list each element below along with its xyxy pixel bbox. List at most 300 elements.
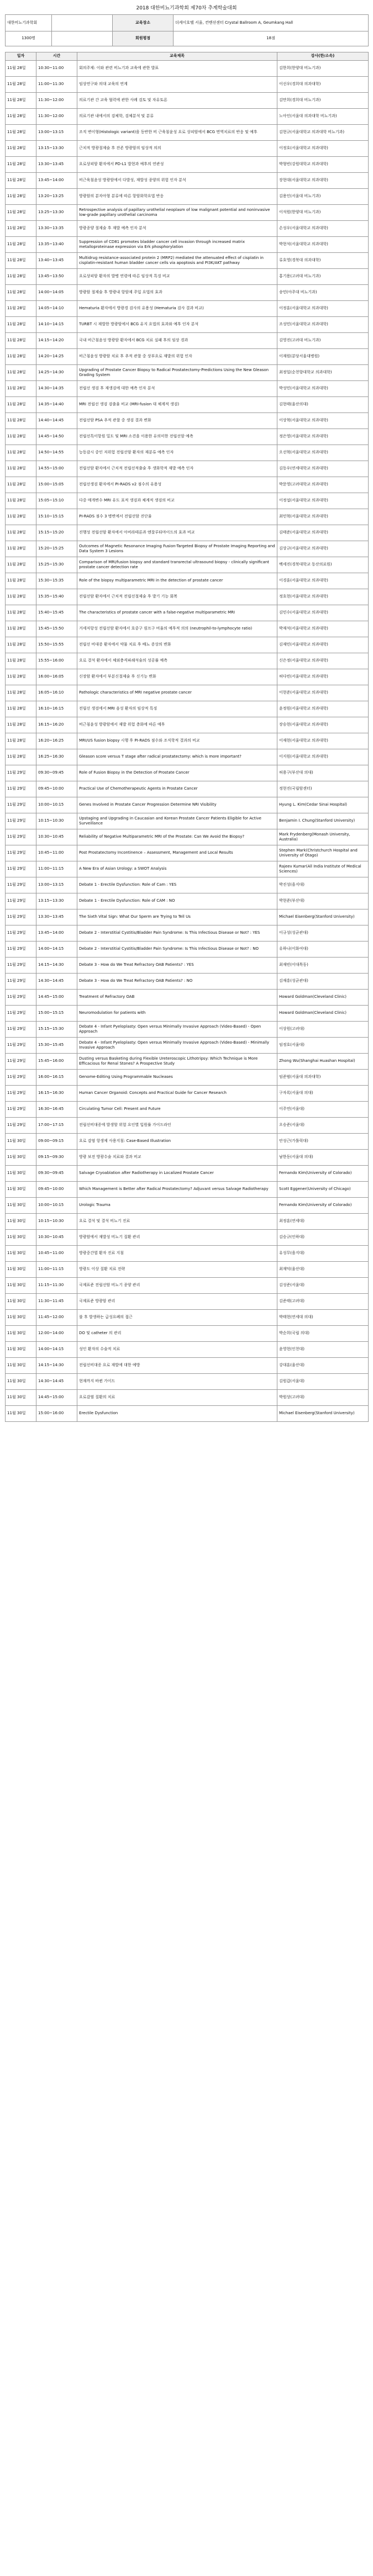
session-time: 14:45~14:50 (36, 429, 77, 445)
session-time: 13:15~13:30 (36, 893, 77, 909)
table-row (6, 733, 369, 749)
session-lecturer: 신은정(서울대학교 의과대학) (277, 653, 369, 669)
session-title: 전립선 생검 후 재생검에 대한 예측 인자 분석 (77, 381, 277, 397)
session-title: Reliability of Negative Multiparametric MRI of the Prostate: Can We Avoid the Biopsy? (77, 829, 277, 845)
table-row (6, 1358, 369, 1374)
session-date: 11월 28일 (6, 717, 36, 733)
session-lecturer: 임정호(서울대) (277, 1038, 369, 1054)
table-row (6, 829, 369, 845)
session-title: 성인 환자의 수술적 치료 (77, 1342, 277, 1358)
table-row (6, 1006, 369, 1022)
session-date: 11월 30일 (6, 1358, 36, 1374)
session-time: 14:15~14:20 (36, 333, 77, 349)
session-lecturer: 노아인(서울대 의과대학 비뇨기과) (277, 109, 369, 125)
session-time: 11:30~12:00 (36, 93, 77, 109)
session-date: 11월 28일 (6, 669, 36, 685)
session-title: 진행성 전립선암 환자에서 아비라테론과 엔잘루타마이드의 효과 비교 (77, 525, 277, 541)
session-time: 09:45~10:00 (36, 1182, 77, 1198)
session-title: Debate 4 - Infant Pyeloplasty: Open versus Minimally Invasive Approach (Video-Based) - Open Approach (77, 1022, 277, 1038)
session-title: TURBT 시 재발한 방광암에서 BCG 유지 요법의 효과와 예후 인자 분석 (77, 317, 277, 333)
session-lecturer: 김동우(연세대학교 의과대학) (277, 461, 369, 477)
session-time: 16:00~16:05 (36, 669, 77, 685)
session-title: Human Cancer Organoid: Concepts and Practical Guide for Cancer Research (77, 1086, 277, 1102)
table-row (6, 877, 369, 893)
session-date: 11월 28일 (6, 93, 36, 109)
session-title: 비근침윤성 방광암 치료 후 추적 관찰 중 상부요로 재발의 위험 인자 (77, 349, 277, 365)
session-date: 11월 29일 (6, 1118, 36, 1134)
session-title: Outcomes of Magnetic Resonance Imaging Fusion-Targeted Biopsy of Prostate Imaging Reporting and Data System 3 Lesions (77, 541, 277, 557)
session-time: 11:15~11:30 (36, 1278, 77, 1294)
session-title: 방광도 이상 질환 치료 전략 (77, 1262, 277, 1278)
session-lecturer: 손성우(서울대학교 의과대학) (277, 221, 369, 237)
session-title: 요로상피암 환자의 발병 연령에 따른 임상적 특징 비교 (77, 269, 277, 285)
session-time: 15:45~16:00 (36, 1054, 77, 1070)
table-row (6, 701, 369, 717)
session-date: 11월 30일 (6, 1374, 36, 1390)
table-row (6, 941, 369, 958)
session-time: 15:30~15:35 (36, 573, 77, 589)
session-title: Urologic Trauma (77, 1198, 277, 1214)
session-date: 11월 29일 (6, 990, 36, 1006)
session-title: Pathologic characteristics of MRI negative prostate cancer (77, 685, 277, 701)
session-date: 11월 30일 (6, 1342, 36, 1358)
session-time: 14:05~14:10 (36, 301, 77, 317)
session-title: Debate 1 - Erectile Dysfunction: Role of Cam : YES (77, 877, 277, 893)
session-lecturer: 이정호(서울대학교 의과대학) (277, 141, 369, 157)
session-title: Role of the biopsy multiparametric MRI in the detection of prostate cancer (77, 573, 277, 589)
session-time: 15:00~16:00 (36, 1406, 77, 1422)
session-title: 의료기관 내에서의 검체학, 검체분석 및 분류 (77, 109, 277, 125)
session-date: 11월 29일 (6, 1022, 36, 1038)
session-time: 13:00~13:15 (36, 877, 77, 893)
session-lecturer: 박문영(고려대학교 의과대학) (277, 477, 369, 493)
session-title: 회의주제: 이와 관련 비뇨기과 교육에 관한 발표 (77, 61, 277, 77)
session-time: 16:10~16:15 (36, 701, 77, 717)
table-row (6, 1262, 369, 1278)
session-lecturer: 최민혁(서울대학교 의과대학) (277, 509, 369, 525)
table-row (6, 1038, 369, 1054)
session-title: Debate 2 - Interstitial Cystitis/Bladder Pain Syndrome: Is This Infectious Disease or Not? : NO (77, 941, 277, 958)
session-date: 11월 29일 (6, 765, 36, 781)
session-date: 11월 30일 (6, 1230, 36, 1246)
session-title: Salvage Cryoablation after Radiotherapy in Localized Prostate Cancer (77, 1166, 277, 1182)
session-lecturer: 김민수(서울대학교 의과대학) (277, 605, 369, 621)
session-title: 조직 변이형(Histologic variant)을 동반한 비 근육침윤성 요로 상피암에서 BCG 면역치료의 반응 및 예후 (77, 125, 277, 141)
session-date: 11월 28일 (6, 701, 36, 717)
session-lecturer: 이재원(분당서울대병원) (277, 349, 369, 365)
session-date: 11월 29일 (6, 1038, 36, 1054)
table-row (6, 1326, 369, 1342)
session-lecturer: 이지원(서울대학교 의과대학) (277, 749, 369, 765)
session-time: 14:00~14:15 (36, 1342, 77, 1358)
session-date: 11월 28일 (6, 141, 36, 157)
session-lecturer: 박진성(을지대) (277, 877, 369, 893)
venue-value: 더케이호텔 서울, 컨벤션센터 Crystal Ballroom A, Geumkang Hall (174, 15, 369, 31)
session-date: 11월 28일 (6, 253, 36, 269)
session-time: 13:35~13:40 (36, 237, 77, 253)
session-date: 11월 28일 (6, 173, 36, 189)
session-date: 11월 28일 (6, 77, 36, 93)
session-date: 11월 29일 (6, 1086, 36, 1102)
session-title: Role of Fusion Biopsy in the Detection of Prostate Cancer (77, 765, 277, 781)
info-spacer (52, 15, 113, 31)
session-title: Dusting versus Basketing during Flexible Ureteroscopic Lithotripsy: Which Technique is More Efficacious for Renal Stones? A Prospective Study (77, 1054, 277, 1070)
table-row (6, 1086, 369, 1102)
table-row (6, 221, 369, 237)
session-title: Circulating Tumor Cell: Present and Future (77, 1102, 277, 1118)
session-title: 전립선생검 환자에서 PI-RADS v2 점수의 유용성 (77, 477, 277, 493)
table-row (6, 173, 369, 189)
session-title: Treatment of Refractory OAB (77, 990, 277, 1006)
session-date: 11월 29일 (6, 813, 36, 829)
session-title: 전립선특이항원 밀도 및 MRI 소견을 이용한 유의미한 전립선암 예측 (77, 429, 277, 445)
course-info-table (5, 14, 369, 46)
session-date: 11월 28일 (6, 317, 36, 333)
table-row (6, 573, 369, 589)
session-lecturer: Howard Goldman(Cleveland Clinic) (277, 990, 369, 1006)
session-date: 11월 29일 (6, 797, 36, 813)
session-lecturer: 오승준(서울대) (277, 1118, 369, 1134)
session-date: 11월 29일 (6, 1006, 36, 1022)
table-row (6, 1134, 369, 1150)
session-title: 현재까지 바뀐 가이드 (77, 1374, 277, 1390)
session-date: 11월 29일 (6, 781, 36, 797)
session-title: Genes Involved in Prostate Cancer Progression Determine NRI Visibility (77, 797, 277, 813)
session-date: 11월 28일 (6, 365, 36, 381)
session-date: 11월 30일 (6, 1134, 36, 1150)
table-row (6, 301, 369, 317)
session-lecturer: 임준범(서울대 의과대학) (277, 1070, 369, 1086)
session-lecturer: 구자록(서울대 의대) (277, 1086, 369, 1102)
session-date: 11월 28일 (6, 333, 36, 349)
session-date: 11월 28일 (6, 525, 36, 541)
session-title: 전립선암 PSA 추적 관찰 중 생검 결과 변화 (77, 413, 277, 429)
session-lecturer: 최재덕(울산대) (277, 1262, 369, 1278)
session-time: 16:20~16:25 (36, 733, 77, 749)
session-date: 11월 28일 (6, 541, 36, 557)
session-title: Post Prostatectomy Incontinence – Assessment, Management and Local Results (77, 845, 277, 861)
session-date: 11월 30일 (6, 1310, 36, 1326)
organization-name: 대한비뇨기과학회 (6, 15, 52, 31)
table-row (6, 1198, 369, 1214)
session-lecturer: 백세진(경북대학교 동산의료원) (277, 557, 369, 573)
header-title: 교육제목 (77, 52, 277, 61)
session-date: 11월 28일 (6, 653, 36, 669)
table-row (6, 253, 369, 269)
session-time: 10:45~11:00 (36, 1246, 77, 1262)
session-title: Neuromodulation for patients with (77, 1006, 277, 1022)
schedule-header-row (6, 52, 369, 61)
session-lecturer: Michael Eisenberg(Stanford University) (277, 1406, 369, 1422)
session-date: 11월 30일 (6, 1214, 36, 1230)
session-date: 11월 30일 (6, 1294, 36, 1310)
table-row (6, 237, 369, 253)
session-lecturer: Fernando Kim(University of Colorado) (277, 1166, 369, 1182)
session-date: 11월 30일 (6, 1246, 36, 1262)
session-time: 15:15~15:20 (36, 525, 77, 541)
session-time: 15:00~15:15 (36, 1006, 77, 1022)
session-lecturer: 김현태(울산의대) (277, 397, 369, 413)
session-lecturer: 허다빈(서울대학교 의과대학) (277, 669, 369, 685)
session-date: 11월 29일 (6, 909, 36, 925)
session-lecturer: 김용인(서울대 비뇨기과) (277, 189, 369, 205)
session-lecturer: 이선우(경희대 의과대학) (277, 77, 369, 93)
session-title: 다중 매개변수 MRI 유도 표적 생검과 체계적 생검의 비교 (77, 493, 277, 509)
session-time: 16:25~16:30 (36, 749, 77, 765)
session-title: Genome-Editing Using Programmable Nucleases (77, 1070, 277, 1086)
schedule-table (5, 52, 369, 1422)
session-title: 불 후 발생하는 급성요폐의 접근 (77, 1310, 277, 1326)
session-time: 14:50~14:55 (36, 445, 77, 461)
session-time: 10:00~10:15 (36, 1198, 77, 1214)
session-lecturer: 홍기용(고려대 비뇨기과) (277, 269, 369, 285)
session-lecturer: 이주연(서울대) (277, 1102, 369, 1118)
table-row (6, 621, 369, 637)
session-title: 요로 감염 항생제 사용지침: Case-Based Illustration (77, 1134, 277, 1150)
session-time: 14:35~14:40 (36, 397, 77, 413)
session-date: 11월 28일 (6, 413, 36, 429)
session-time: 15:15~15:30 (36, 1022, 77, 1038)
session-time: 15:55~16:00 (36, 653, 77, 669)
session-title: 방광 보전 방광수술 치료와 결과 비교 (77, 1150, 277, 1166)
session-time: 14:40~14:45 (36, 413, 77, 429)
table-row (6, 958, 369, 974)
table-row (6, 653, 369, 669)
session-lecturer: Howard Goldman(Cleveland Clinic) (277, 1006, 369, 1022)
table-row (6, 1182, 369, 1198)
session-title: Debate 3 - How do We Treat Refractory OAB Patients? : NO (77, 974, 277, 990)
header-lecturer: 강사(한/소속) (277, 52, 369, 61)
session-time: 09:45~10:00 (36, 781, 77, 797)
session-date: 11월 28일 (6, 605, 36, 621)
session-lecturer: 박형빈(강원대학교 의과대학) (277, 157, 369, 173)
session-time: 14:15~14:30 (36, 958, 77, 974)
table-row (6, 1374, 369, 1390)
session-date: 11월 30일 (6, 1390, 36, 1406)
session-date: 11월 28일 (6, 621, 36, 637)
session-title: 능동감시 중인 저위험 전립선암 환자의 재분류 예측 인자 (77, 445, 277, 461)
session-date: 11월 28일 (6, 637, 36, 653)
session-date: 11월 30일 (6, 1198, 36, 1214)
session-lecturer: 장현대(서울대학교 의과대학) (277, 173, 369, 189)
session-time: 15:10~15:15 (36, 509, 77, 525)
table-row (6, 269, 369, 285)
session-lecturer: 김태준(서울대학교 의과대학) (277, 525, 369, 541)
session-lecturer: Stephen Mark(Christchurch Hospital and University of Otago) (277, 845, 369, 861)
session-time: 09:00~09:15 (36, 1134, 77, 1150)
session-time: 15:50~15:55 (36, 637, 77, 653)
session-lecturer: 김재흥(성균관대) (277, 974, 369, 990)
session-date: 11월 28일 (6, 157, 36, 173)
session-time: 16:00~16:15 (36, 1070, 77, 1086)
session-lecturer: 장승현(서울대학교 의과대학) (277, 717, 369, 733)
session-title: PI-RADS 점수 3 병변에서 전립선암 진단율 (77, 509, 277, 525)
session-date: 11월 29일 (6, 1070, 36, 1086)
table-row (6, 637, 369, 653)
session-date: 11월 30일 (6, 1150, 36, 1166)
session-date: 11월 28일 (6, 301, 36, 317)
table-row (6, 333, 369, 349)
session-title: 방광암의 분자아형 분류에 따른 항암화학요법 반응 (77, 189, 277, 205)
session-lecturer: Michael Eisenberg(Stanford University) (277, 909, 369, 925)
session-time: 13:40~13:45 (36, 253, 77, 269)
session-lecturer: 이재현(서울대학교 의과대학) (277, 733, 369, 749)
session-lecturer: 김재민(서울대학교 의과대학) (277, 637, 369, 653)
session-lecturer: 김만희(경희대 비뇨기과) (277, 93, 369, 109)
table-row (6, 541, 369, 557)
table-row (6, 429, 369, 445)
session-time: 14:00~14:15 (36, 941, 77, 958)
session-date: 11월 28일 (6, 381, 36, 397)
session-time: 10:00~10:15 (36, 797, 77, 813)
table-row (6, 157, 369, 173)
table-row (6, 1310, 369, 1326)
session-date: 11월 28일 (6, 397, 36, 413)
table-row (6, 125, 369, 141)
session-time: 14:45~15:00 (36, 1390, 77, 1406)
session-lecturer: 유성무(을지대) (277, 1246, 369, 1262)
session-time: 16:15~16:20 (36, 717, 77, 733)
session-time: 11:30~12:00 (36, 109, 77, 125)
session-date: 11월 28일 (6, 109, 36, 125)
session-title: MRI/US fusion biopsy 시행 후 PI-RADS 점수와 조직학적 결과의 비교 (77, 733, 277, 749)
table-row (6, 509, 369, 525)
session-date: 11월 29일 (6, 893, 36, 909)
session-lecturer: 최정훈(연세대) (277, 1214, 369, 1230)
session-title: 국내 비근침윤성 방광암 환자에서 BCG 치료 실패 후의 임상 경과 (77, 333, 277, 349)
table-row (6, 1406, 369, 1422)
session-lecturer: 윤영현(인천대) (277, 1342, 369, 1358)
session-time: 10:30~10:45 (36, 829, 77, 845)
session-date: 11월 28일 (6, 61, 36, 77)
table-row (6, 141, 369, 157)
table-row (6, 365, 369, 381)
session-lecturer: 김현규(서울대학교 의과대학 비뇨기과) (277, 125, 369, 141)
session-lecturer: 김준태(고려대) (277, 1294, 369, 1310)
session-date: 11월 28일 (6, 733, 36, 749)
table-row (6, 717, 369, 733)
session-time: 16:05~16:10 (36, 685, 77, 701)
session-lecturer: 김영진(고려대 비뇨기과) (277, 333, 369, 349)
session-title: 비근육침윤성 방광암에서 다발성, 재발성 종양의 위험 인자 분석 (77, 173, 277, 189)
session-title: The characteristics of prostate cancer with a false-negative multiparametric MRI (77, 605, 277, 621)
session-time: 10:30~10:45 (36, 1230, 77, 1246)
session-time: 15:25~15:30 (36, 557, 77, 573)
session-date: 11월 28일 (6, 493, 36, 509)
session-time: 13:30~13:45 (36, 157, 77, 173)
table-row (6, 765, 369, 781)
table-row (6, 990, 369, 1006)
session-time: 09:15~09:30 (36, 1150, 77, 1166)
session-time: 14:30~14:45 (36, 1374, 77, 1390)
session-title: Gleason score versus T stage after radical prostatectomy: which is more important? (77, 749, 277, 765)
session-time: 14:25~14:30 (36, 365, 77, 381)
table-row (6, 461, 369, 477)
session-time: 15:05~15:10 (36, 493, 77, 509)
session-lecturer: 유하나(이화여대) (277, 941, 369, 958)
table-row (6, 557, 369, 573)
session-lecturer: 조성민(서울대학교 의과대학) (277, 317, 369, 333)
session-time: 15:35~15:40 (36, 589, 77, 605)
table-row (6, 1390, 369, 1406)
session-lecturer: 이현준(서울대학교 의과대학) (277, 685, 369, 701)
session-lecturer: 안성근(가톨릭대) (277, 1134, 369, 1150)
session-time: 09:30~09:45 (36, 765, 77, 781)
session-time: 14:15~14:30 (36, 1358, 77, 1374)
session-lecturer: 강대훈(울산대) (277, 1358, 369, 1374)
table-row (6, 1214, 369, 1230)
session-time: 14:30~14:35 (36, 381, 77, 397)
session-lecturer: 박성민(서울대학교 의과대학) (277, 381, 369, 397)
table-row (6, 589, 369, 605)
table-row (6, 61, 369, 77)
session-title: 요로감염 질환의 치료 (77, 1390, 277, 1406)
table-row (6, 685, 369, 701)
session-date: 11월 28일 (6, 269, 36, 285)
session-time: 11:30~11:45 (36, 1294, 77, 1310)
session-date: 11월 28일 (6, 237, 36, 253)
session-title: Upstaging and Upgrading in Caucasian and Korean Prostate Cancer Patients Eligible for Active Surveillance (77, 813, 277, 829)
session-title: 신장암 환자에서 부분신절제술 후 신기능 변화 (77, 669, 277, 685)
session-title: 전립선암 환자에서 근치적 전립선적출술 후 생화학적 재발 예측 인자 (77, 461, 277, 477)
table-row (6, 669, 369, 685)
table-row (6, 893, 369, 909)
session-date: 11월 28일 (6, 189, 36, 205)
session-lecturer: Benjamin I. Chung(Stanford University) (277, 813, 369, 829)
session-lecturer: 박현석(서울대학교 의과대학) (277, 237, 369, 253)
session-title: 전립선 생검에서 MRI 음성 환자의 임상적 특징 (77, 701, 277, 717)
session-lecturer: 남한동(서울대 의대) (277, 1150, 369, 1166)
session-title: Debate 4 - Infant Pyeloplasty: Open versus Minimally Invasive Approach (Video-Based) - Minimally Invasive Approach (77, 1038, 277, 1054)
session-date: 11월 28일 (6, 205, 36, 221)
session-time: 14:45~15:00 (36, 990, 77, 1006)
session-title: A New Era of Asian Urology: a SWOT Analysis (77, 861, 277, 877)
session-time: 10:30~11:00 (36, 61, 77, 77)
table-row (6, 317, 369, 333)
table-row (6, 1070, 369, 1086)
table-row (6, 1294, 369, 1310)
session-time: 15:00~15:05 (36, 477, 77, 493)
session-date: 11월 28일 (6, 461, 36, 477)
table-row (6, 445, 369, 461)
session-lecturer: 이경훈(서울대학교 의과대학) (277, 573, 369, 589)
session-date: 11월 30일 (6, 1182, 36, 1198)
session-title: Which Management is Better after Radical Prostatectomy? Adjuvant versus Salvage Radiotherapy (77, 1182, 277, 1198)
session-date: 11월 28일 (6, 573, 36, 589)
session-date: 11월 30일 (6, 1166, 36, 1182)
session-time: 15:40~15:45 (36, 605, 77, 621)
session-lecturer: Fernando Kim(University of Colorado) (277, 1198, 369, 1214)
session-lecturer: 박현준(부산대) (277, 893, 369, 909)
session-time: 13:45~14:00 (36, 173, 77, 189)
session-title: 전립선비대증 요로 재발에 대한 예방 (77, 1358, 277, 1374)
session-date: 11월 29일 (6, 974, 36, 990)
session-date: 11월 28일 (6, 589, 36, 605)
session-date: 11월 29일 (6, 941, 36, 958)
table-row (6, 205, 369, 221)
session-date: 11월 28일 (6, 557, 36, 573)
session-date: 11월 29일 (6, 925, 36, 941)
schedule-body (6, 61, 369, 1422)
table-row (6, 781, 369, 797)
session-time: 13:45~14:00 (36, 925, 77, 941)
certified-label: 회원평점 (113, 31, 174, 46)
session-title: 의료기관 간 교육 협력에 관한 사례 검토 및 자유토론 (77, 93, 277, 109)
table-row (6, 477, 369, 493)
table-row (6, 1246, 369, 1262)
session-time: 16:30~16:45 (36, 1102, 77, 1118)
session-lecturer: 이규성(성균관대) (277, 925, 369, 941)
